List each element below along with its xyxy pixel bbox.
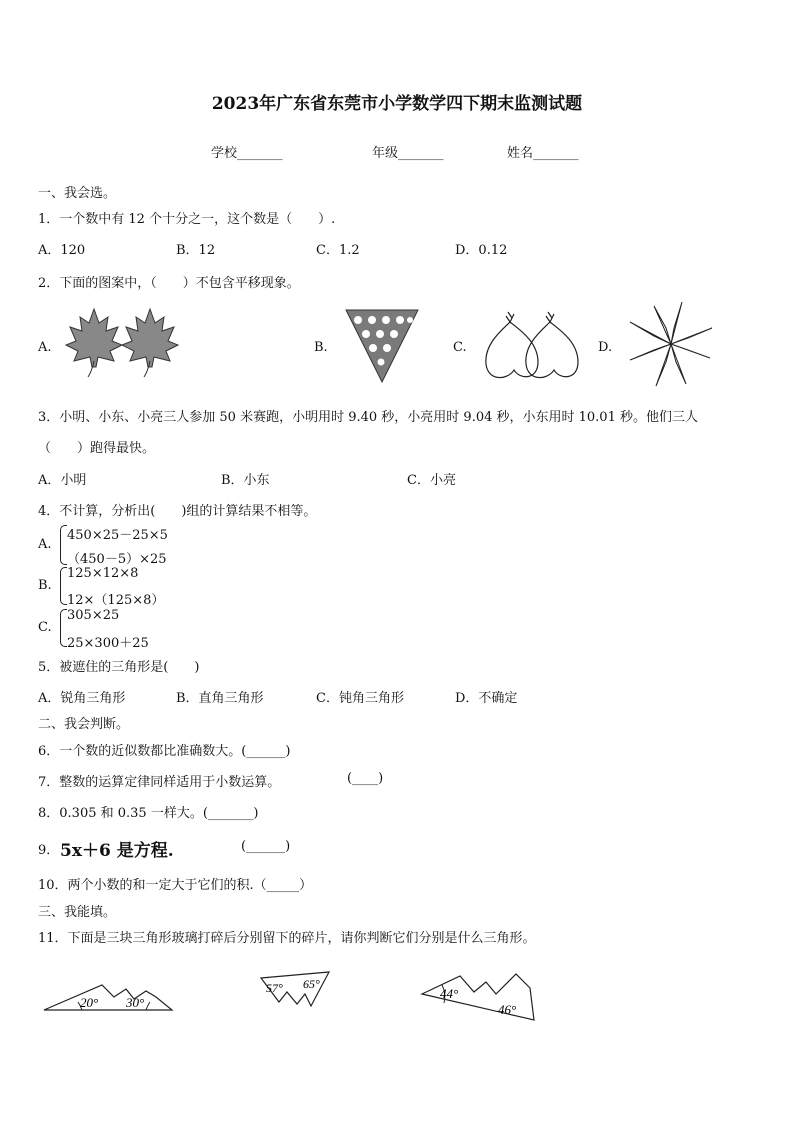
triangle-flower-figure (344, 308, 420, 384)
angle-label-65: 65° (303, 977, 320, 991)
q1-option-b[interactable]: B．12 (176, 243, 216, 258)
q5-option-a[interactable]: A．锐角三角形 (38, 691, 126, 706)
maple-leaves-figure (62, 305, 182, 380)
section-heading-choice: 一、我会选。 (38, 186, 117, 201)
question-10: 10．两个小数的和一定大于它们的积.（_____） (38, 878, 313, 893)
angle-label-20: 20° (80, 995, 99, 1010)
question-3-stem-line2: （ ）跑得最快。 (38, 441, 156, 456)
name-field[interactable]: 姓名_______ (507, 146, 579, 161)
section-heading-judge: 二、我会判断。 (38, 717, 130, 732)
question-1-stem: 1．一个数中有 12 个十分之一，这个数是（ ）. (38, 212, 336, 227)
q4-option-c-line1: 305×25 (67, 608, 120, 623)
school-field[interactable]: 学校_______ (211, 146, 283, 161)
q1-option-a[interactable]: A．120 (38, 243, 86, 258)
q1-option-d[interactable]: D．0.12 (455, 243, 508, 258)
angle-label-57: 57° (266, 981, 283, 995)
question-7-blank[interactable]: (____) (347, 771, 384, 786)
question-5-stem: 5．被遮住的三角形是( ) (38, 660, 200, 675)
q4-option-b-label[interactable]: B. (38, 578, 52, 593)
q4-option-b-line1: 125×12×8 (67, 566, 139, 581)
question-8: 8．0.305 和 0.35 一样大。(_______) (38, 806, 259, 821)
glass-fragment-2 (259, 970, 334, 1010)
q3-option-b[interactable]: B．小东 (221, 473, 270, 488)
glass-fragment-3 (420, 970, 540, 1025)
grade-field[interactable]: 年级_______ (372, 146, 444, 161)
q4-option-a-line2: （450－5）×25 (67, 552, 167, 567)
q4-option-a-line1: 450×25－25×5 (67, 528, 168, 543)
q2-option-d[interactable]: D. (598, 340, 613, 355)
q1-option-c[interactable]: C．1.2 (316, 243, 360, 258)
question-4-stem: 4．不计算，分析出( )组的计算结果不相等。 (38, 504, 317, 519)
q5-option-c[interactable]: C．钝角三角形 (316, 691, 404, 706)
q3-option-a[interactable]: A．小明 (38, 473, 87, 488)
q2-option-b[interactable]: B. (314, 340, 328, 355)
q4-option-c-label[interactable]: C. (38, 620, 52, 635)
question-3-stem-line1: 3．小明、小东、小亮三人参加 50 米赛跑，小明用时 9.40 秒，小亮用时 9.04 秒，小东用时 10.01 秒。他们三人 (38, 410, 698, 425)
question-9-number: 9． (38, 843, 60, 858)
q2-option-a[interactable]: A. (38, 340, 52, 355)
question-6: 6．一个数的近似数都比准确数大。(______) (38, 744, 291, 759)
q4-option-c-brace (60, 609, 67, 647)
q2-option-c[interactable]: C. (453, 340, 467, 355)
question-9-blank[interactable]: (______) (241, 839, 291, 854)
angle-label-46: 46° (498, 1002, 517, 1017)
q4-option-b-brace (60, 567, 67, 605)
pinwheel-figure (626, 300, 716, 388)
gourd-shapes-figure (480, 308, 585, 384)
question-11-stem: 11．下面是三块三角形玻璃打碎后分别留下的碎片，请你判断它们分别是什么三角形。 (38, 931, 536, 946)
q4-option-c-line2: 25×300＋25 (67, 636, 149, 651)
page-title: 2023年广东省东莞市小学数学四下期末监测试题 (211, 94, 583, 114)
section-heading-fill: 三、我能填。 (38, 905, 117, 920)
question-2-stem: 2．下面的图案中，（ ）不包含平移现象。 (38, 276, 300, 291)
angle-label-30: 30° (126, 995, 145, 1010)
angle-label-44: 44° (440, 986, 459, 1001)
glass-fragment-1 (42, 975, 177, 1015)
q3-option-c[interactable]: C．小亮 (407, 473, 456, 488)
q4-option-b-line2: 12×（125×8） (67, 593, 165, 608)
q5-option-d[interactable]: D．不确定 (455, 691, 518, 706)
q4-option-a-brace (60, 525, 67, 565)
q4-option-a-label[interactable]: A. (38, 537, 52, 552)
question-7-stem: 7．整数的运算定律同样适用于小数运算。 (38, 775, 281, 790)
question-9-expression: 5x＋6 是方程. (60, 841, 174, 861)
q5-option-b[interactable]: B．直角三角形 (176, 691, 264, 706)
